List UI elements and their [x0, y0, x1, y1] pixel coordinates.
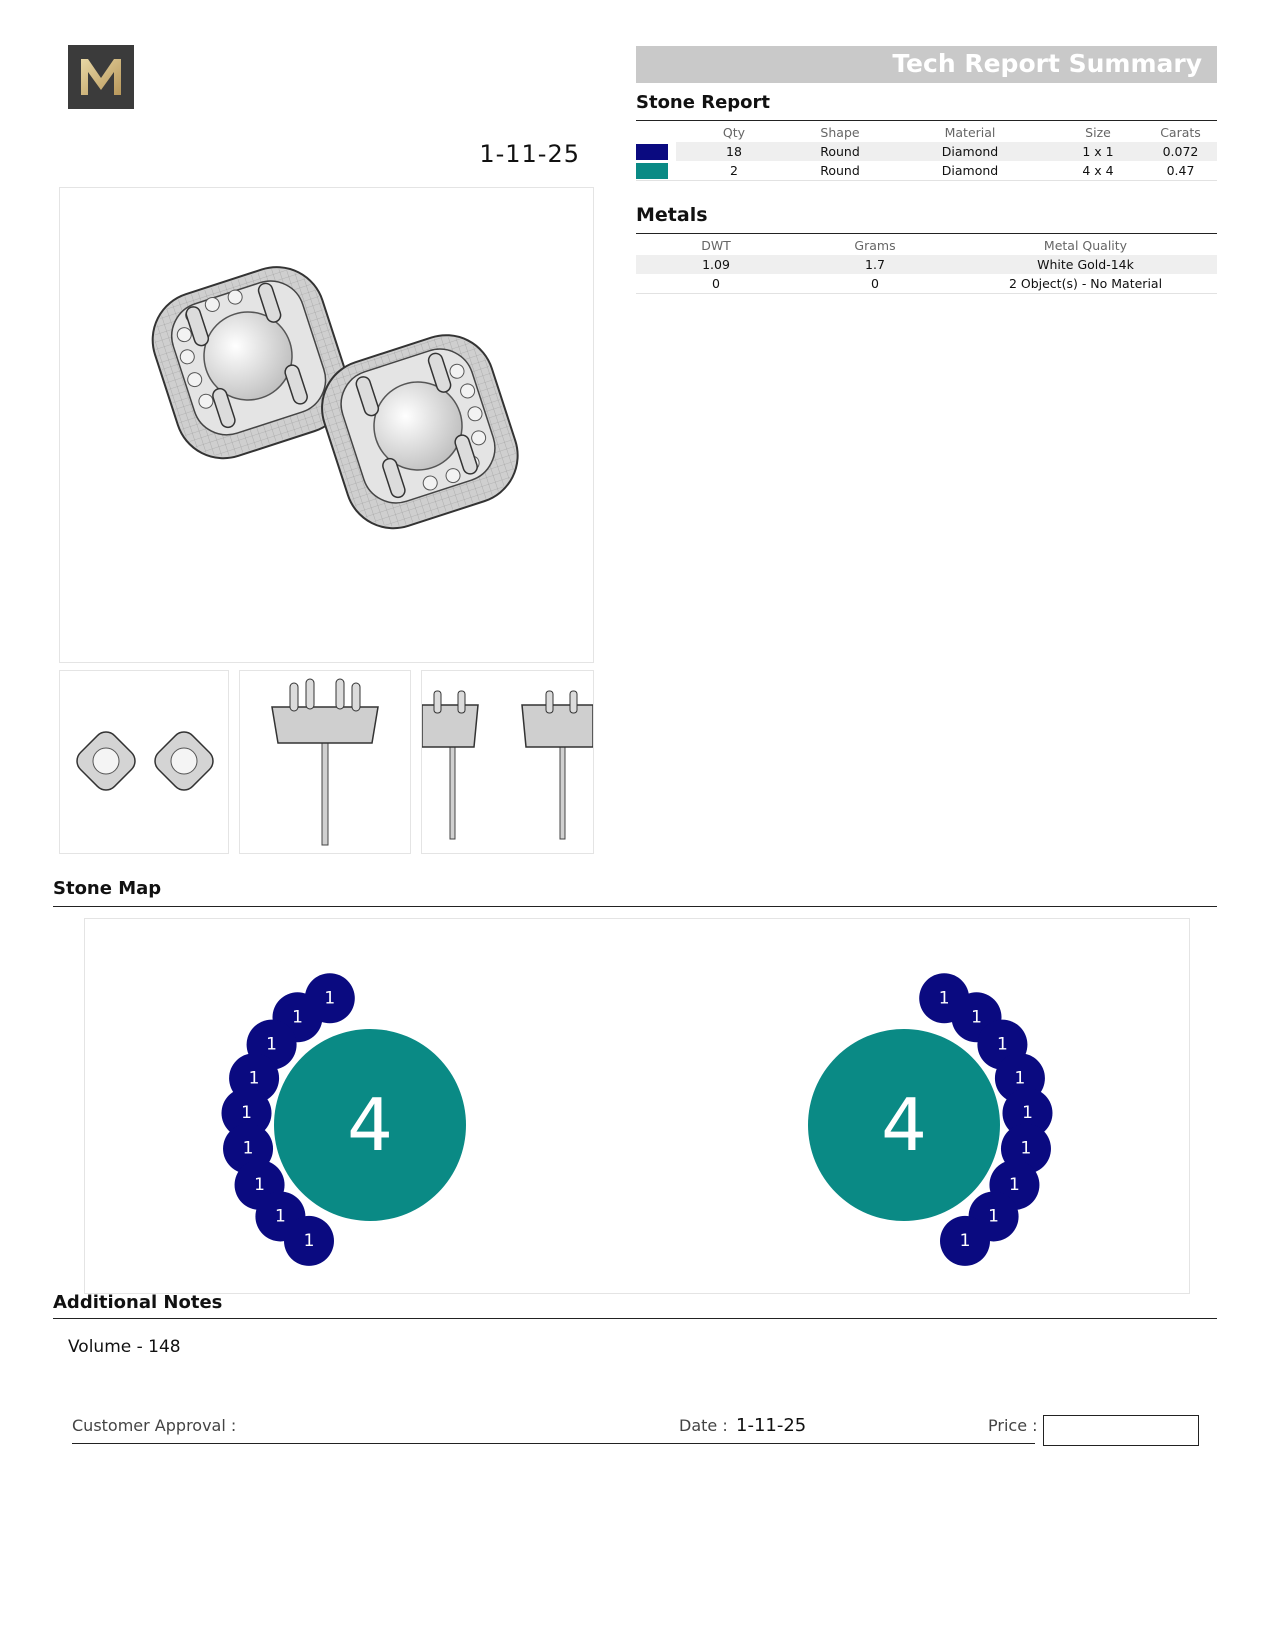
thumbnail-front-view — [239, 670, 411, 854]
svg-text:1: 1 — [266, 1034, 278, 1055]
metals-table — [636, 235, 1217, 294]
halo-stone — [284, 1216, 334, 1266]
col-header-grams: Grams — [854, 237, 896, 253]
color-swatch-cell — [636, 142, 676, 161]
svg-text:1: 1 — [248, 1068, 260, 1089]
title-bar — [636, 46, 1217, 83]
svg-text:1: 1 — [1020, 1138, 1032, 1159]
table-row — [636, 161, 1217, 181]
svg-text:1: 1 — [996, 1034, 1008, 1055]
report-title: Tech Report Summary — [892, 49, 1202, 78]
stone-report-table — [636, 122, 1217, 181]
metal-grams: 1.7 — [796, 255, 954, 274]
stone-report-rule — [636, 120, 1217, 121]
thumbnail-top-view — [59, 670, 229, 854]
stone-qty: 18 — [676, 142, 792, 161]
svg-text:1: 1 — [1014, 1068, 1026, 1089]
date-label: Date : — [679, 1416, 728, 1435]
stone-carats: 0.072 — [1144, 142, 1217, 161]
svg-text:1: 1 — [959, 1230, 971, 1251]
col-header-size: Size — [1085, 124, 1111, 140]
metal-quality: White Gold-14k — [954, 255, 1217, 274]
center-stone — [274, 1029, 466, 1221]
table-row — [636, 142, 1217, 161]
col-header-shape: Shape — [820, 124, 860, 140]
thumbnail-side-views — [421, 670, 594, 854]
stone-map — [84, 918, 1190, 1294]
stone-color-swatch — [636, 163, 668, 179]
metals-rule — [636, 233, 1217, 234]
svg-text:1: 1 — [1022, 1103, 1033, 1124]
stone-shape: Round — [792, 161, 888, 181]
stone-shape: Round — [792, 142, 888, 161]
halo-stone — [940, 1216, 990, 1266]
table-row — [636, 274, 1217, 294]
table-row — [636, 255, 1217, 274]
stone-color-swatch — [636, 144, 668, 160]
report-date: 1-11-25 — [479, 140, 580, 168]
svg-text:1: 1 — [275, 1206, 286, 1227]
stone-qty: 2 — [676, 161, 792, 181]
metal-dwt: 0 — [636, 274, 796, 294]
main-render-image — [59, 187, 594, 663]
svg-text:1: 1 — [1009, 1174, 1020, 1195]
metal-grams: 0 — [796, 274, 954, 294]
col-header-qty: Qty — [722, 124, 746, 140]
stone-size: 4 x 4 — [1052, 161, 1144, 181]
svg-text:1: 1 — [241, 1103, 252, 1124]
svg-text:4: 4 — [347, 1083, 393, 1167]
stone-material: Diamond — [888, 142, 1052, 161]
svg-text:1: 1 — [988, 1206, 999, 1227]
col-header-carats: Carats — [1160, 124, 1201, 140]
company-logo — [68, 45, 134, 109]
notes-text: Volume - 148 — [68, 1337, 181, 1357]
stone-map-heading: Stone Map — [53, 878, 162, 899]
swatch-col-header — [636, 122, 676, 142]
svg-text:1: 1 — [242, 1138, 254, 1159]
metal-quality: 2 Object(s) - No Material — [954, 274, 1217, 294]
svg-text:1: 1 — [971, 1007, 982, 1028]
stone-carats: 0.47 — [1144, 161, 1217, 181]
metal-dwt: 1.09 — [636, 255, 796, 274]
col-header-material: Material — [944, 124, 996, 140]
stone-size: 1 x 1 — [1052, 142, 1144, 161]
stone-material: Diamond — [888, 161, 1052, 181]
svg-text:1: 1 — [303, 1230, 315, 1251]
col-header-dwt: DWT — [701, 237, 731, 253]
approval-rule — [72, 1443, 1035, 1444]
col-header-metal-quality: Metal Quality — [1043, 237, 1128, 253]
center-stone — [808, 1029, 1000, 1221]
approval-date-value: 1-11-25 — [736, 1415, 807, 1436]
stone-map-rule — [53, 906, 1217, 907]
metals-header-row — [636, 235, 1217, 255]
metals-heading: Metals — [636, 204, 708, 226]
stone-report-heading: Stone Report — [636, 92, 771, 113]
stone-map-diagram — [85, 919, 1189, 1293]
stone-report-header-row — [636, 122, 1217, 142]
notes-heading: Additional Notes — [53, 1292, 223, 1313]
svg-text:1: 1 — [292, 1007, 303, 1028]
color-swatch-cell — [636, 161, 676, 181]
svg-text:1: 1 — [938, 988, 950, 1009]
svg-text:1: 1 — [254, 1174, 265, 1195]
svg-text:1: 1 — [324, 988, 336, 1009]
svg-text:4: 4 — [881, 1083, 927, 1167]
notes-rule — [53, 1318, 1217, 1319]
price-field[interactable] — [1043, 1415, 1199, 1446]
price-label: Price : — [988, 1416, 1038, 1435]
customer-approval-label: Customer Approval : — [72, 1416, 237, 1435]
